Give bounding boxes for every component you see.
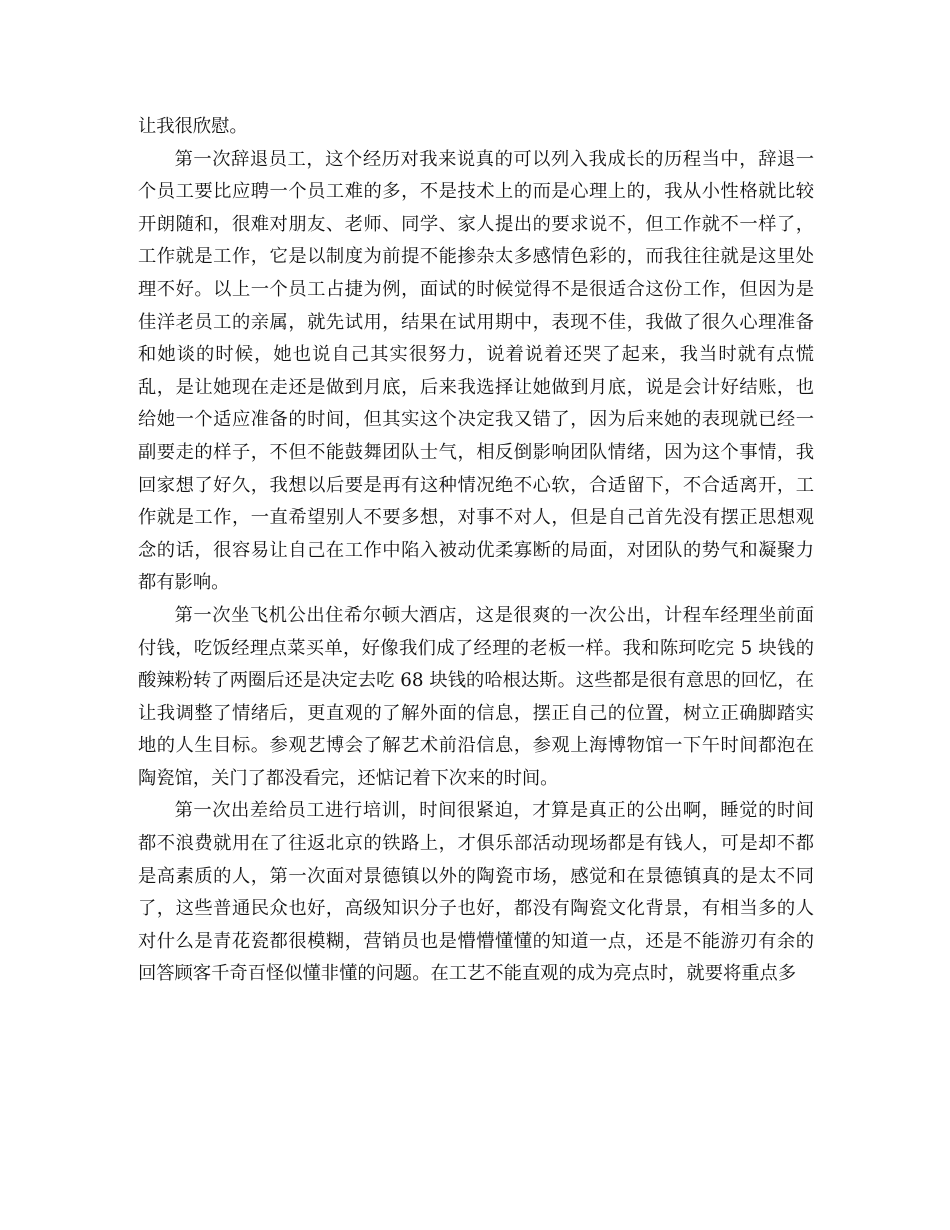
paragraph-dismissing-employee: 第一次辞退员工，这个经历对我来说真的可以列入我成长的历程当中，辞退一个员工要比应聘一个员工难的多，不是技术上的而是心理上的，我从小性格就比较开朗随和，很难对朋友、老师、同学、家人提出的要求说不，但工作就不一样了，工作就是工作，它是以制度为前提不能掺杂太多感情色彩的，而我往往就是这里处理不好。以上一个员工占捷为例，面试的时候觉得不是很适合这份工作，但因为是佳洋老员工的亲属，就先试用，结果在试用期中，表现不佳，我做了很久心理准备和她谈的时候，她也说自己其实很努力，说着说着还哭了起来，我当时就有点慌乱，是让她现在走还是做到月底，后来我选择让她做到月底，说是会计好结账，也给她一个适应准备的时间，但其实这个决定我又错了，因为后来她的表现就已经一副要走的样子，不但不能鼓舞团队士气，相反倒影响团队情绪，因为这个事情，我回家想了好久，我想以后要是再有这种情况绝不心软，合适留下，不合适离开，工作就是工作，一直希望别人不要多想，对事不对人，但是自己首先没有摆正思想观念的话，很容易让自己在工作中陷入被动优柔寡断的局面，对团队的势气和凝聚力都有影响。 — [138, 148, 814, 594]
paragraph-first-training-trip: 第一次出差给员工进行培训，时间很紧迫，才算是真正的公出啊，睡觉的时间都不浪费就用在了往返北京的铁路上，才俱乐部活动现场都是有钱人，可是却不都是高素质的人，第一次面对景德镇以外的陶瓷市场，感觉和在景德镇真的是太不同了，这些普通民众也好，高级知识分子也好，都没有陶瓷文化背景，有相当多的人对什么是青花瓷都很模糊，营销员也是懵懵懂懂的知道一点，还是不能游刃有余的回答顾客千奇百怪似懂非懂的问题。在工艺不能直观的成为亮点时，就要将重点多 — [138, 800, 814, 985]
paragraph-continuation: 让我很欣慰。 — [138, 116, 248, 137]
paragraph-first-flight-trip: 第一次坐飞机公出住希尔顿大酒店，这是很爽的一次公出，计程车经理坐前面付钱，吃饭经理点菜买单，好像我们成了经理的老板一样。我和陈珂吃完 5 块钱的酸辣粉转了两圈后还是决定去吃 68 块钱的哈根达斯。这些都是很有意思的回忆，在让我调整了情绪后，更直观的了解外面的信息，摆正自己的位置，树立正确脚踏实地的人生目标。参观艺博会了解艺术前沿信息，参观上海博物馆一下午时间都泡在陶瓷馆，关门了都没看完，还惦记着下次来的时间。 — [138, 604, 814, 789]
document-body — [138, 111, 814, 991]
